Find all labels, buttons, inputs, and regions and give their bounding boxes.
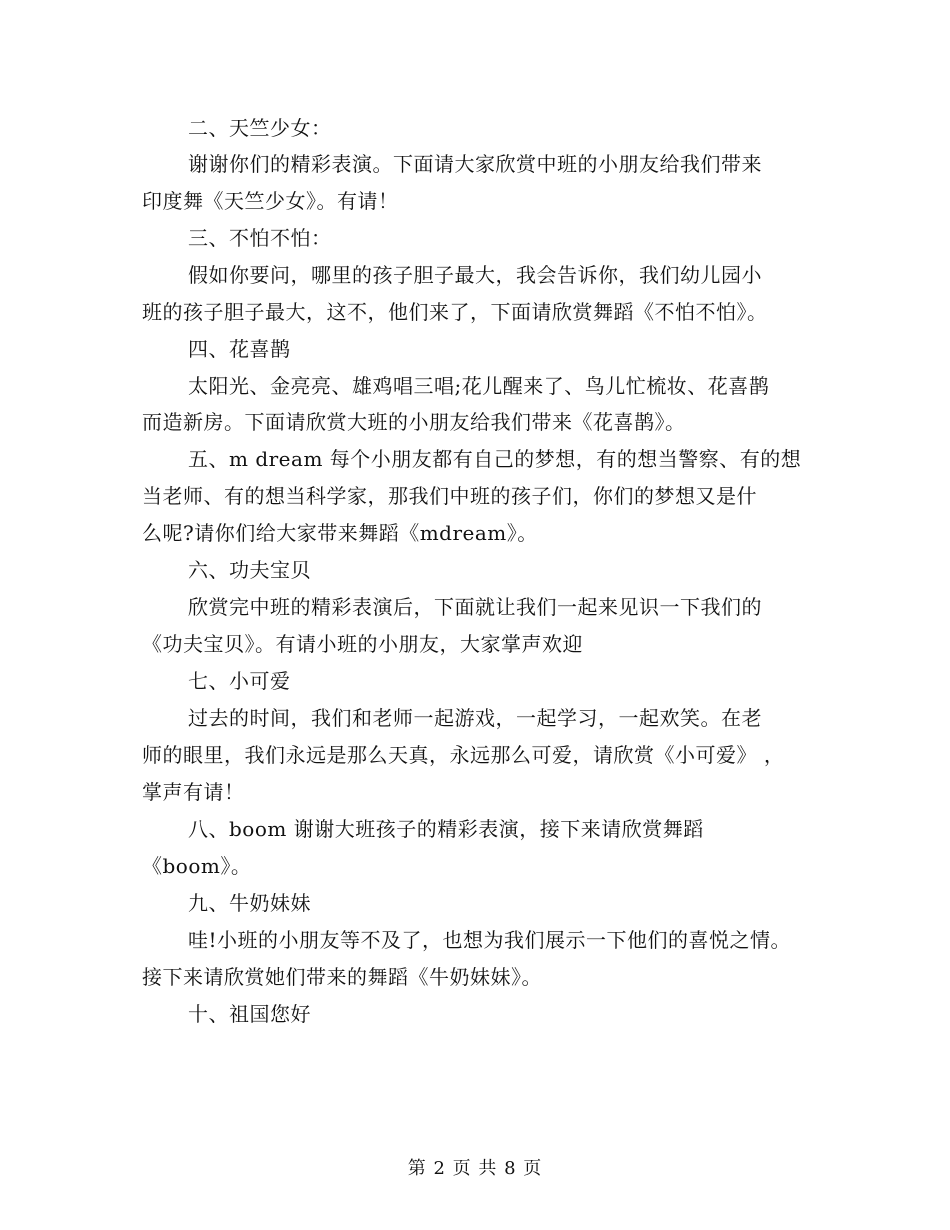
page-number-footer: 第 2 页 共 8 页	[407, 1158, 543, 1179]
paragraph-line: 过去的时间，我们和老师一起游戏，一起学习，一起欢笑。在老	[188, 706, 762, 730]
section-heading-5: 五、m dream 每个小朋友都有自己的梦想，有的想当警察、有的想	[188, 447, 802, 471]
paragraph-line: 师的眼里，我们永远是那么天真，永远那么可爱，请欣赏《小可爱》 ，	[142, 743, 785, 767]
paragraph-line: 掌声有请！	[142, 780, 245, 804]
section-heading-6: 六、功夫宝贝	[188, 558, 311, 582]
paragraph-line: 谢谢你们的精彩表演。下面请大家欣赏中班的小朋友给我们带来	[188, 152, 762, 176]
section-heading-3: 三、不怕不怕：	[188, 226, 332, 250]
paragraph-line: 哇!小班的小朋友等不及了，也想为我们展示一下他们的喜悦之情。	[188, 928, 792, 952]
section-heading-8: 八、boom 谢谢大班孩子的精彩表演，接下来请欣赏舞蹈	[188, 817, 704, 841]
paragraph-line: 欣赏完中班的精彩表演后，下面就让我们一起来见识一下我们的	[188, 595, 762, 619]
paragraph-line: 假如你要问，哪里的孩子胆子最大，我会告诉你，我们幼儿园小	[188, 263, 762, 287]
section-heading-7: 七、小可爱	[188, 669, 291, 693]
paragraph-line: 而造新房。下面请欣赏大班的小朋友给我们带来《花喜鹊》。	[142, 410, 686, 434]
paragraph-line: 太阳光、金亮亮、雄鸡唱三唱;花儿醒来了、鸟儿忙梳妆、花喜鹊	[188, 374, 770, 398]
paragraph-line: 《boom》。	[142, 854, 252, 878]
paragraph-line: 《功夫宝贝》。有请小班的小朋友，大家掌声欢迎	[142, 632, 583, 656]
section-heading-10: 十、祖国您好	[188, 1002, 311, 1026]
paragraph-line: 接下来请欣赏她们带来的舞蹈《牛奶妹妹》。	[142, 965, 542, 989]
section-heading-2: 二、天竺少女：	[188, 116, 332, 140]
paragraph-line: 么呢?请你们给大家带来舞蹈《mdream》。	[142, 521, 538, 545]
paragraph-line: 当老师、有的想当科学家，那我们中班的孩子们，你们的梦想又是什	[142, 484, 757, 508]
paragraph-line: 班的孩子胆子最大，这不，他们来了，下面请欣赏舞蹈《不怕不怕》。	[142, 300, 768, 324]
section-heading-9: 九、牛奶妹妹	[188, 891, 311, 915]
section-heading-4: 四、花喜鹊	[188, 337, 291, 361]
paragraph-line: 印度舞《天竺少女》。有请！	[142, 189, 399, 213]
